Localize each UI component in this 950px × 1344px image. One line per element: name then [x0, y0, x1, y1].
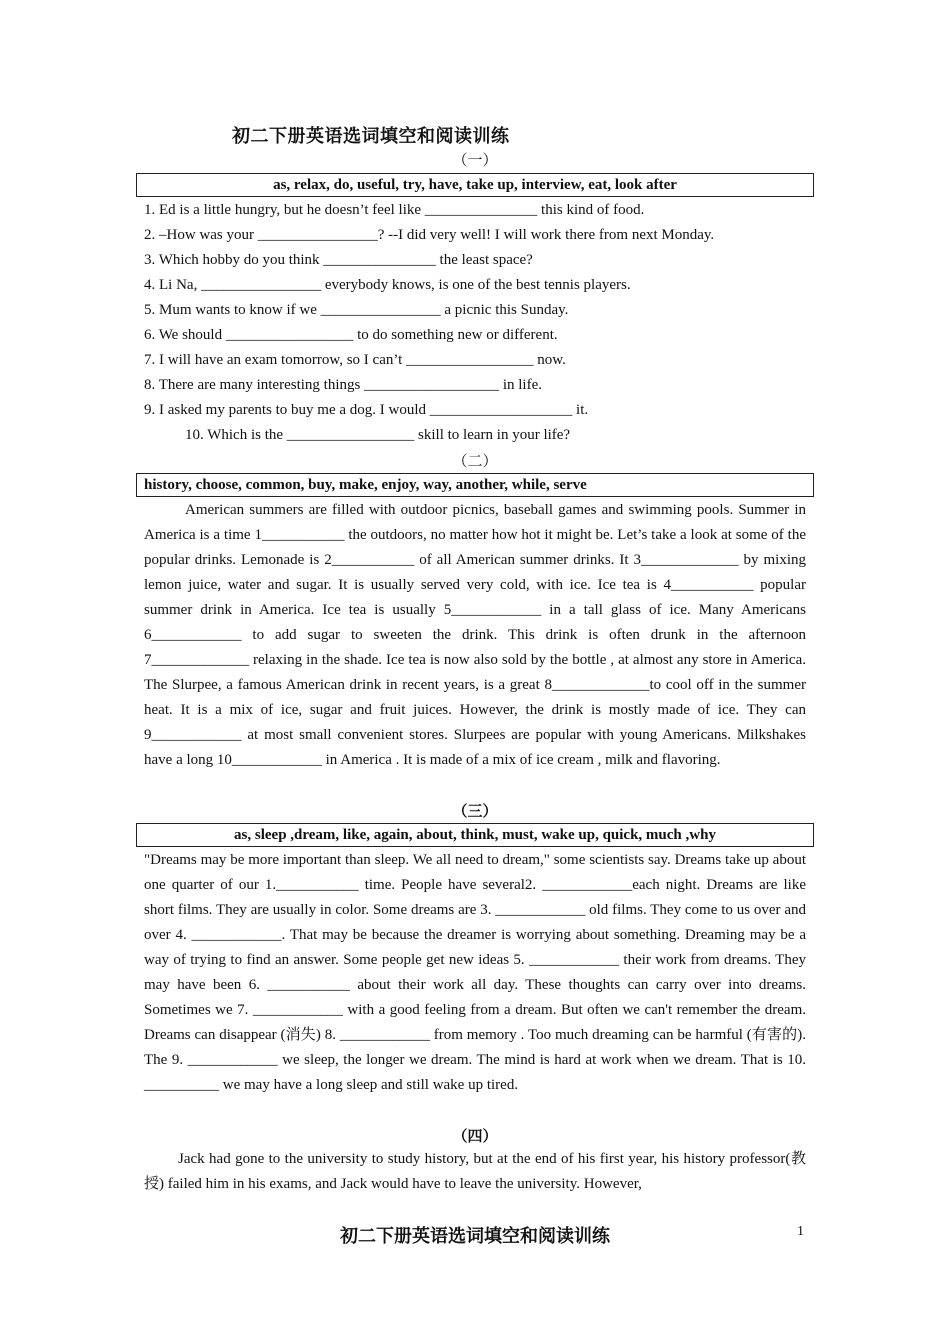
section-1-question-list [144, 198, 814, 448]
section-4-passage: Jack had gone to the university to study history, but at the end of his first year, his history professor(教授) failed him in his exams, and Jack would have to leave the university. However, [144, 1151, 806, 1192]
section-4-heading: （四） [452, 1129, 498, 1145]
question-item: 10. Which is the _________________ skill to learn in your life? [185, 427, 571, 443]
question-item: 2. –How was your ________________? --I did very well! I will work there from next Monday. [144, 227, 715, 243]
question-item: 7. I will have an exam tomorrow, so I can’t _________________ now. [144, 352, 566, 368]
footer-title: 初二下册英语选词填空和阅读训练 [340, 1226, 610, 1247]
section-2-heading: （二） [452, 454, 498, 470]
question-item: 9. I asked my parents to buy me a dog. I would ___________________ it. [144, 402, 589, 418]
section-2-word-box: history, choose, common, buy, make, enjoy, way, another, while, serve [136, 473, 814, 497]
page-number: 1 [797, 1224, 804, 1239]
question-item: 8. There are many interesting things __________________ in life. [144, 377, 542, 393]
section-2-passage: American summers are filled with outdoor picnics, baseball games and swimming pools. Summer in America is a time 1___________ the outdoors, no matter how hot it might be. Let’s take a look at some of the popular drinks. Lemonade is 2___________ of all American summer drinks. It 3_____________ by mixing lemon juice, water and sugar. It is usually served very cold, with ice. Ice tea is 4___________ popular summer drink in America. Ice tea is usually 5____________ in a tall glass of ice. Many Americans 6____________ to add sugar to sweeten the drink. This drink is often drunk in the afternoon 7_____________ relaxing in the shade. Ice tea is now also sold by the bottle , at almost any store in America. The Slurpee, a famous American drink in recent years, is a great 8_____________to cool off in the summer heat. It is a mix of ice, sugar and fruit juices. However, the drink is mostly made of ice. They can 9____________ at most small convenient stores. Slurpees are popular with young Americans. Milkshakes have a long 10____________ in America . It is made of a mix of ice cream , milk and flavoring. [144, 502, 806, 768]
question-item: 4. Li Na, ________________ everybody knows, is one of the best tennis players. [144, 277, 631, 293]
section-3-passage: "Dreams may be more important than sleep. We all need to dream," some scientists say. Dreams take up about one quarter of our 1.___________ time. People have several2. ____________each night. Dreams are like short films. They are usually in color. Some dreams are 3. ____________ old films. They come to us over and over 4. ____________. That may be because the dreamer is worrying about something. Dreaming may be a way of trying to find an answer. Some people get new ideas 5. ____________ their work from dreams. They may have been 6. ___________ about their work all day. These thoughts can carry over into dreams. Sometimes we 7. ____________ with a good feeling from a dream. But often we can't remember the dream. Dreams can disappear (消失) 8. ____________ from memory . Too much dreaming can be harmful (有害的). The 9. ____________ we sleep, the longer we dream. The mind is hard at work when we dream. That is 10. __________ we may have a long sleep and still wake up tired. [144, 852, 806, 1093]
question-item: 5. Mum wants to know if we ________________ a picnic this Sunday. [144, 302, 569, 318]
question-item: 3. Which hobby do you think _______________ the least space? [144, 252, 533, 268]
section-3-heading: （三） [452, 804, 498, 820]
document-title: 初二下册英语选词填空和阅读训练 [232, 126, 510, 147]
section-1-word-box: as, relax, do, useful, try, have, take up, interview, eat, look after [136, 173, 814, 197]
question-item: 1. Ed is a little hungry, but he doesn’t feel like _______________ this kind of food. [144, 202, 645, 218]
section-3-word-box: as, sleep ,dream, like, again, about, think, must, wake up, quick, much ,why [136, 823, 814, 847]
section-1-heading: （一） [452, 153, 498, 169]
question-item: 6. We should _________________ to do something new or different. [144, 327, 558, 343]
